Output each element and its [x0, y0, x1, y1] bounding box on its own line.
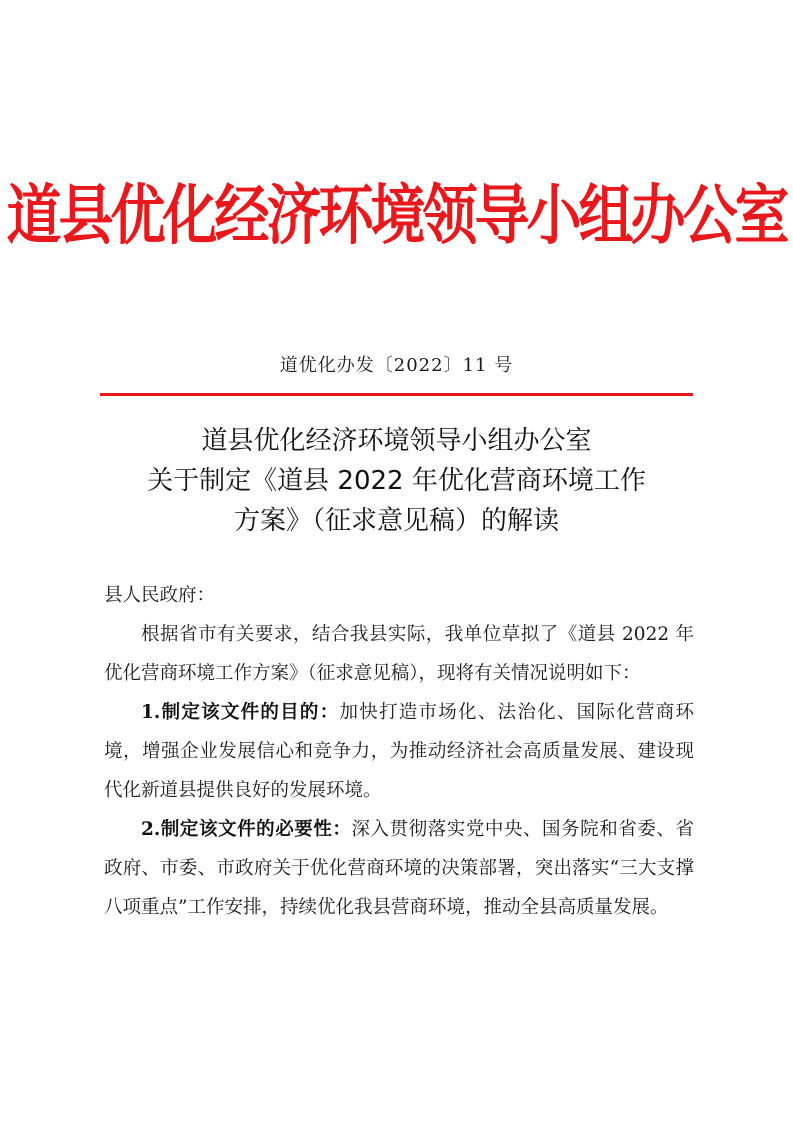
- section-text: 深入贯彻落实党中央、国务院和省委、省政府、市委、市政府关于优化营商环境的决策部署，突出落实“三大支撑八项重点”工作安排，持续优化我县营商环境，推动全县高质量发展。: [104, 819, 694, 918]
- title-line-3: 方案》（征求意见稿）的解读: [233, 506, 559, 536]
- document-number: 道优化办发〔2022〕11 号: [279, 355, 514, 376]
- title-line-1: 道县优化经济环境领导小组办公室: [201, 426, 592, 456]
- intro-paragraph: 根据省市有关要求，结合我县实际，我单位草拟了《道县 2022 年优化营商环境工作方案》（征求意见稿），现将有关情况说明如下：: [104, 624, 694, 684]
- title-line-2: 关于制定《道县 2022 年优化营商环境工作: [147, 466, 646, 496]
- document-body: [104, 576, 694, 927]
- section-necessity: [104, 810, 694, 927]
- section-heading: 1.制定该文件的目的：: [141, 702, 340, 723]
- section-purpose: [104, 693, 694, 810]
- section-heading: 2.制定该文件的必要性：: [141, 819, 352, 840]
- red-divider-line: [100, 393, 693, 396]
- section-text: 加快打造市场化、法治化、国际化营商环境，增强企业发展信心和竞争力，为推动经济社会高质量发展、建设现代化新道县提供良好的发展环境。: [104, 702, 694, 801]
- salutation: 县人民政府：: [104, 585, 216, 606]
- document-title: [80, 421, 713, 541]
- masthead-title: 道县优化经济环境领导小组办公室: [6, 177, 787, 253]
